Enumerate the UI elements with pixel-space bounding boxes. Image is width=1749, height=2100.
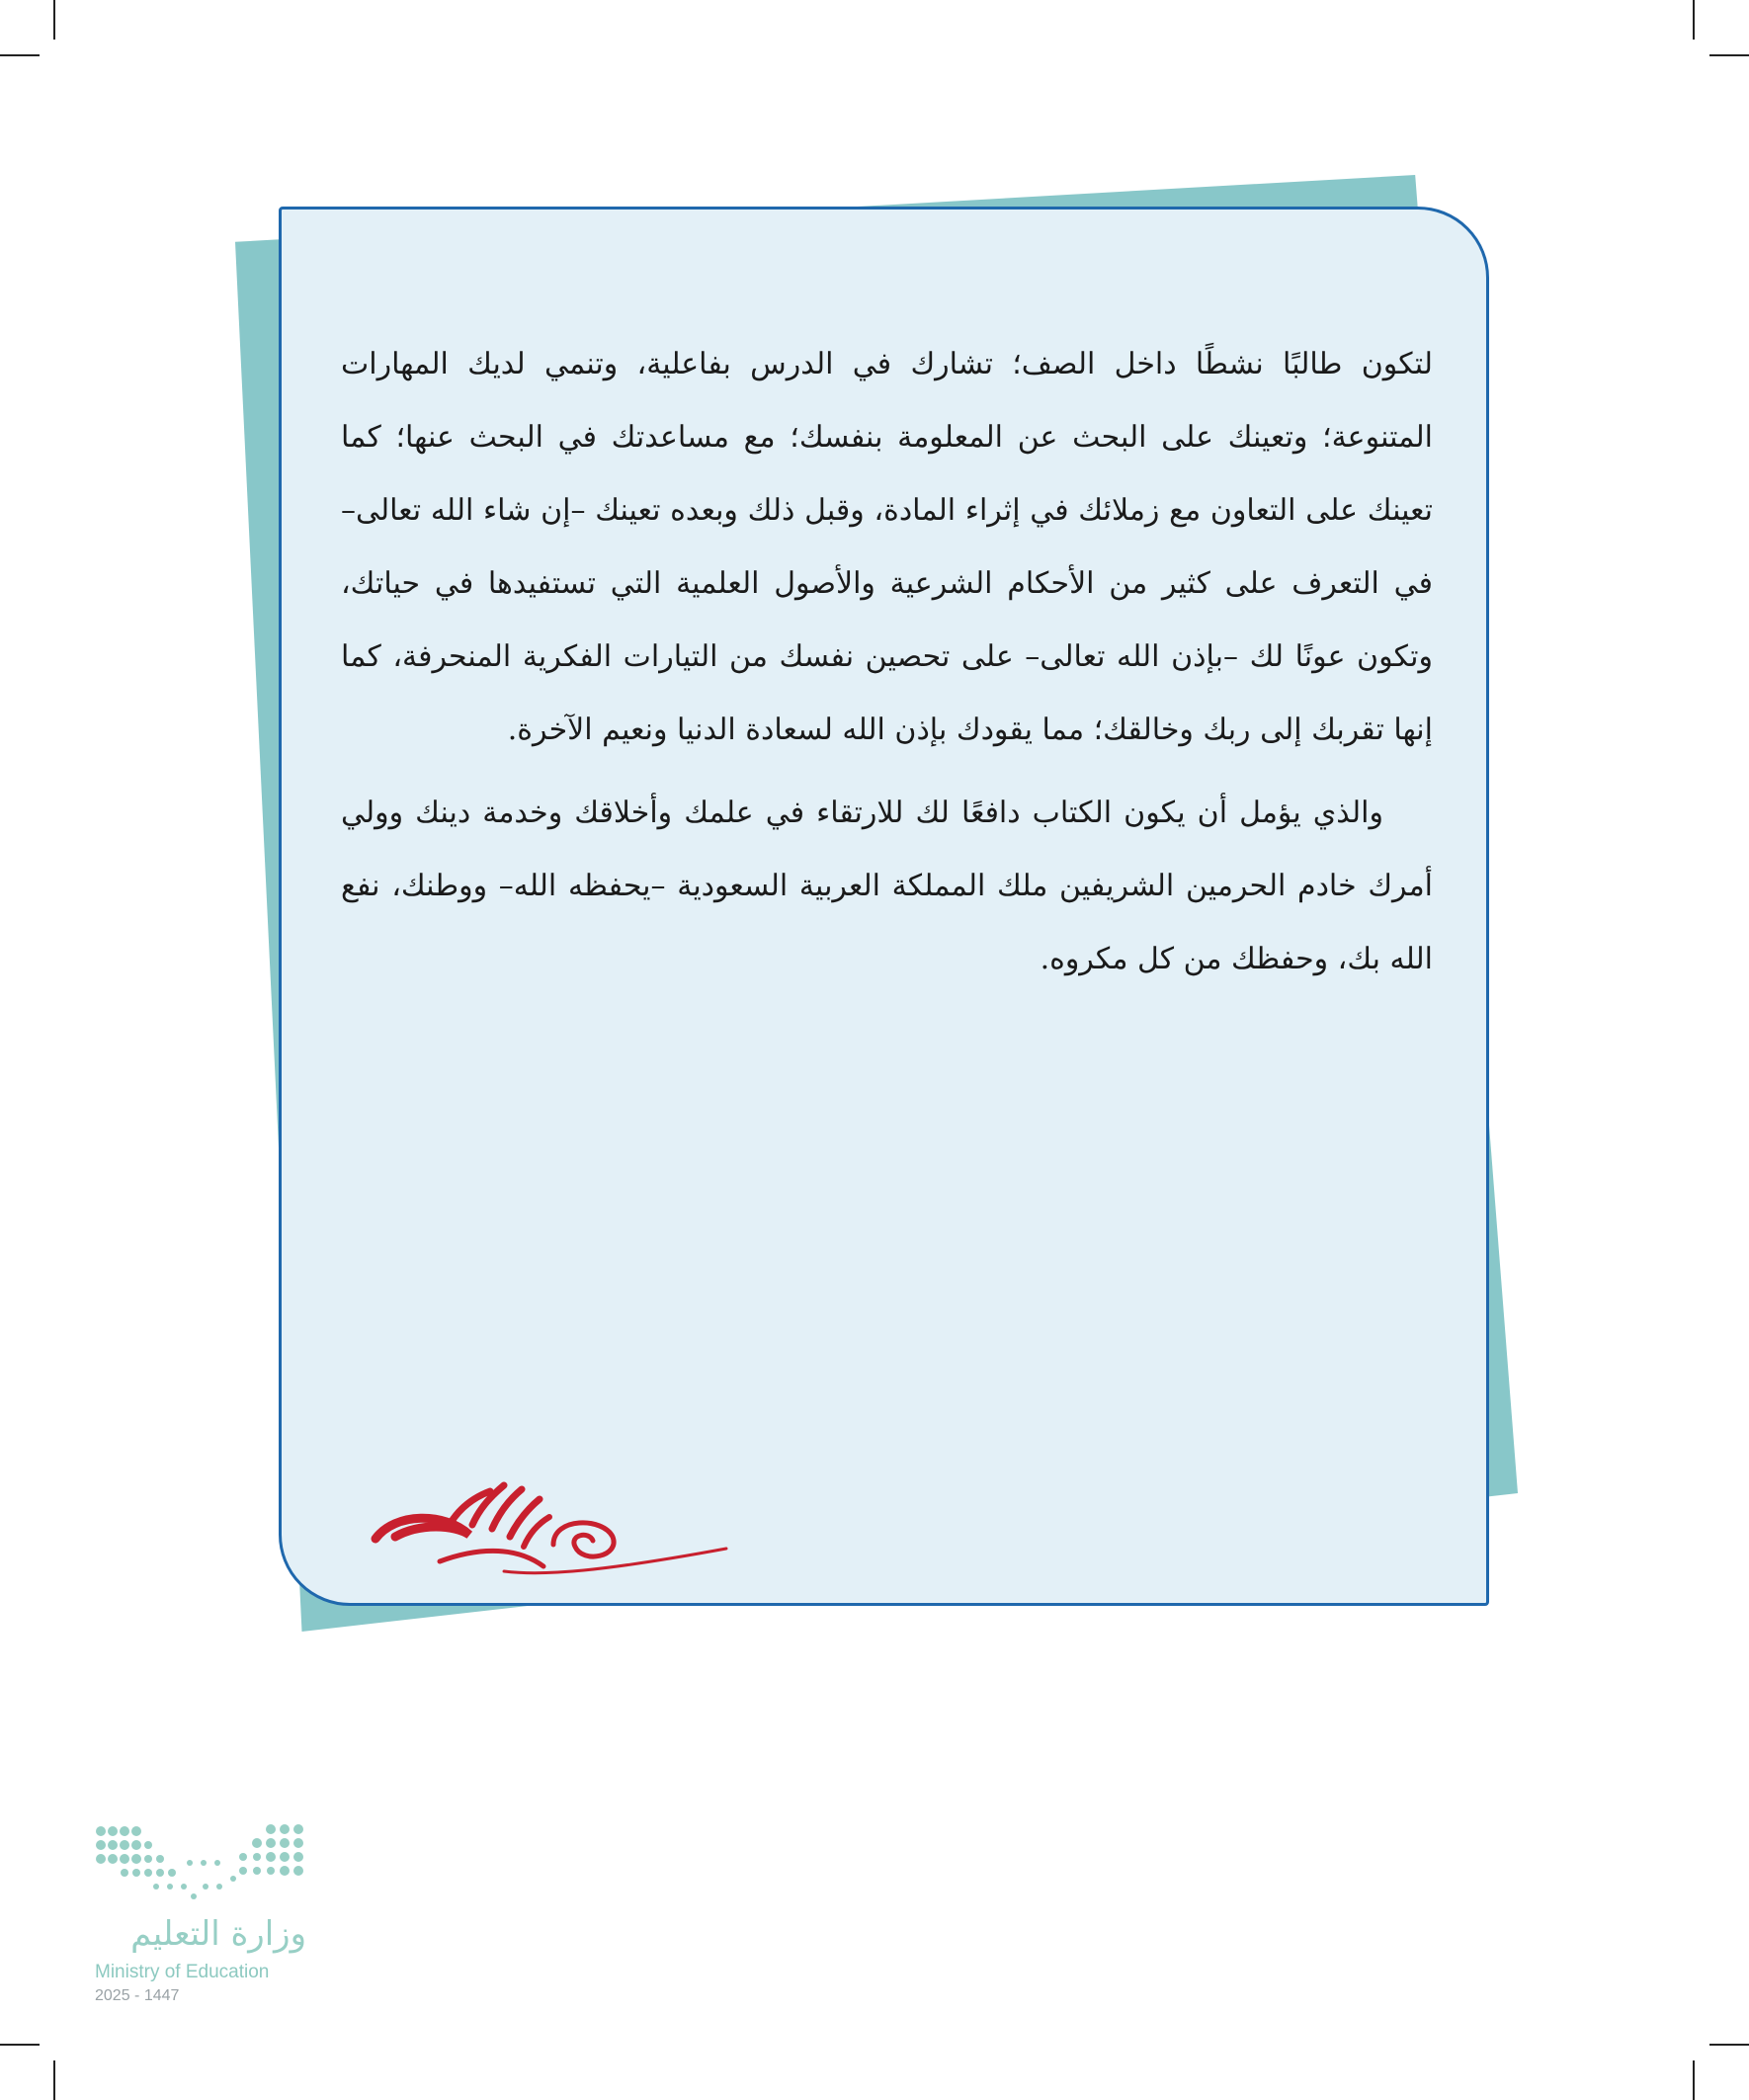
ministry-logo [95, 1823, 322, 2021]
crop-mark [1693, 2060, 1695, 2100]
ministry-dots-icon [95, 1823, 312, 1902]
ministry-name-arabic: وزارة التعليم [130, 1914, 306, 1954]
intro-text [341, 328, 1433, 996]
crop-mark [1709, 2044, 1749, 2046]
ministry-name-english: Ministry of Education [95, 1962, 270, 1982]
crop-mark [1709, 54, 1749, 56]
crop-mark [0, 2044, 40, 2046]
crop-mark [1693, 0, 1695, 40]
crop-mark [53, 2060, 55, 2100]
edition-year: 2025 - 1447 [95, 1987, 180, 2004]
intro-paragraph-2: والذي يؤمل أن يكون الكتاب دافعًا لك للارتقاء في علمك وأخلاقك وخدمة دينك وولي أمرك خادم الحرمين الشريفين ملك المملكة العربية السعودية –يحفظه الله– ووطنك، نفع الله بك، وحفظك من كل مكروه. [341, 796, 1433, 976]
red-flourish-icon [366, 1477, 731, 1586]
crop-mark [53, 0, 55, 40]
intro-paragraph-1: لتكون طالبًا نشطًا داخل الصف؛ تشارك في الدرس بفاعلية، وتنمي لديك المهارات المتنوعة؛ وتعينك على البحث عن المعلومة بنفسك؛ مع مساعدتك في البحث عنها؛ كما تعينك على التعاون مع زملائك في إثراء المادة، وقبل ذلك وبعده تعينك –إن شاء الله تعالى– في التعرف على كثير من الأحكام الشرعية والأصول العلمية التي تستفيدها في حياتك، وتكون عونًا لك –بإذن الله تعالى– على تحصين نفسك من التيارات الفكرية المنحرفة، كما إنها تقربك إلى ربك وخالقك؛ مما يقودك بإذن الله لسعادة الدنيا ونعيم الآخرة. [341, 347, 1433, 747]
crop-mark [0, 54, 40, 56]
